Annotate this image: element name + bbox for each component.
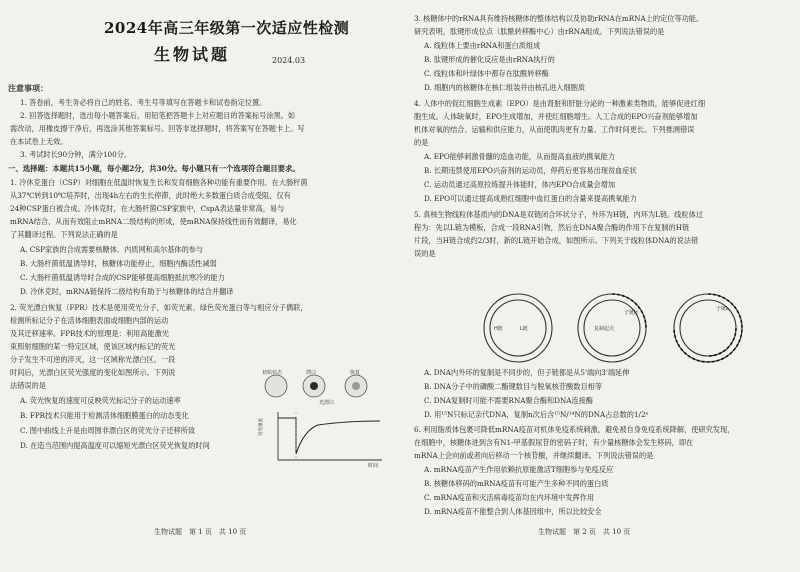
label-photobleach: 光漂白 xyxy=(319,400,335,406)
q4-option-b: B. 长期违禁使用EPO兴奋剂的运动员，停药后更容易出现贫血症状 xyxy=(424,166,637,175)
page-footer-right: 生物试题 第 2 页 共 10 页 xyxy=(538,528,631,536)
label-h-strand: H链 xyxy=(494,326,503,332)
q5-line: 误的是 xyxy=(414,249,436,258)
exam-title: 2024年高三年级第一次适应性检测 xyxy=(104,19,350,37)
q4-line: 胞生成。人体缺氧时，EPO生成增加，并使红细胞增生。人工合成的EPO兴奋剂能够增加 xyxy=(414,112,698,121)
q2-option-b: B. FPR技术只能用于检测活体细胞膜蛋白的动态变化 xyxy=(20,411,189,420)
q4-line: 的是 xyxy=(414,138,429,147)
q1-option-d: D. 冷休克时，mRNA链保持二级结构有助于与核糖体的结合并翻译 xyxy=(20,287,234,296)
label-daughter-l: 子链L xyxy=(716,306,729,312)
label-daughter-h: 子链H xyxy=(624,310,638,316)
q5-option-d: D. 用¹⁵N只标记亲代DNA，复制n次后含¹⁵N/¹⁴N的DNA占总数的1/2ⁿ xyxy=(424,410,649,419)
mtdna-stage-1 xyxy=(484,294,552,362)
q4-line: 机体对氧的结合、运输和供应能力，从而使肌肉更有力量、工作时间更长。下列推测错误 xyxy=(414,125,695,134)
q1-option-a: A. CSP家族的合成需要核糖体、内质网和高尔基体的参与 xyxy=(20,245,204,254)
notice-line: 在本试卷上无效。 xyxy=(10,137,68,146)
exam-date: 2024.03 xyxy=(272,56,306,65)
label-intensity: 荧光强度 xyxy=(259,418,264,436)
q6-line: 6. 利用脂质体包裹可降低mRNA疫苗对机体免疫系统刺激，避免被自身免疫系统降解，使研究发现， xyxy=(414,425,735,434)
q2-line: 2. 荧光漂白恢复（FPR）技术是使用荧光分子，如荧光素、绿色荧光蛋白等与相应分子偶联， xyxy=(10,303,308,312)
q5-option-b: B. DNA分子中的磷酸二酯键数目与脱氧核苷酸数目相等 xyxy=(424,382,603,391)
notice-line: 需改动，用橡皮擦干净后，再选涂其他答案标号。回答非选择题时，将答案写在答题卡上。写 xyxy=(10,124,305,133)
q5-line: 程为：先以L链为模板，合成一段RNA引物，然后在DNA聚合酶的作用下在复制的H链 xyxy=(414,223,690,232)
bleached-spot xyxy=(310,382,318,390)
q3-line: 研究表明，肽键形成位点（肽酰转移酶中心）由rRNA组成。下列说法错误的是 xyxy=(414,27,665,36)
q2-line: 及其迁移速率。FPR技术的原理是：利用高能激光 xyxy=(10,329,169,338)
mtdna-replication-figure xyxy=(478,290,748,368)
q2-option-c: C. 图中曲线上升是由周围非漂白区的荧光分子迁移所致 xyxy=(20,426,196,435)
label-origin: 复制起点 xyxy=(594,326,615,332)
q2-line: 法错误的是 xyxy=(10,381,46,390)
q4-option-c: C. 运动员通过高原拉练提升体能时，体内EPO合成量会增加 xyxy=(424,180,616,189)
q3-option-d: D. 细胞内的核糖体在核仁组装并由核孔进入细胞质 xyxy=(424,83,586,92)
q4-option-a: A. EPO能够刺激骨髓的造血功能，从而提高血液的携氧能力 xyxy=(424,152,616,161)
q3-line: 3. 核糖体中的rRNA具有维持核糖体的整体结构以及协助rRNA在mRNA上的定位等功能。 xyxy=(414,14,704,23)
recovered-spot xyxy=(352,382,360,390)
q3-option-c: C. 线粒体和叶绿体中都存在肽酰转移酶 xyxy=(424,69,549,78)
notice-line: 1. 答卷前，考生务必将自己的姓名、考生号等填写在答题卡和试卷指定位置。 xyxy=(20,98,267,107)
q2-option-a: A. 荧光恢复的速度可反映荧光标记分子的运动速率 xyxy=(20,396,181,405)
q2-option-d: D. 在造当范围内提高温度可以缩短光漂白区荧光恢复的时间 xyxy=(20,441,210,450)
q1-option-b: B. 大肠杆菌低温诱导时，核糖体功能停止，细胞内酶活性减弱 xyxy=(20,259,217,268)
q6-option-d: D. mRNA疫苗不能整合到人体基因组中，所以比较安全 xyxy=(424,507,602,516)
q5-option-c: C. DNA复制时可能不需要RNA聚合酶和DNA连接酶 xyxy=(424,396,594,405)
q3-option-b: B. 肽键形成的催化反应是由rRNA执行的 xyxy=(424,55,555,64)
q4-option-d: D. EPO可以通过提高成熟红细胞中血红蛋白的含量来提高携氧能力 xyxy=(424,194,637,203)
q6-option-a: A. mRNA疫苗产生作用依赖抗原能激活T细胞参与免疫反应 xyxy=(424,465,614,474)
label-bleach: 漂白 xyxy=(306,370,317,376)
mtdna-stage-2 xyxy=(578,294,646,362)
q1-line: 24种CSP蛋白被合成。冷休克时，在大肠杆菌CSP家族中，CspA表达量非常高，易与 xyxy=(10,204,285,213)
page-footer-left: 生物试题 第 1 页 共 10 页 xyxy=(154,528,247,536)
q1-line: 了其翻译过程。下列说法正确的是 xyxy=(10,230,118,239)
q1-option-c: C. 大肠杆菌低温诱导时合成的CSP能够提高细胞抵抗寒冷的能力 xyxy=(20,273,225,282)
q1-line: 从37℃转到10℃培养时，出现4h左右的生长停滞，此时绝大多数蛋白质合成受阻，仅有 xyxy=(10,191,291,200)
mtdna-stage-3 xyxy=(674,294,742,362)
q6-option-c: C. mRNA疫苗和灭活病毒疫苗均在内环境中发挥作用 xyxy=(424,493,595,502)
initial-cell-icon xyxy=(265,375,287,397)
q1-line: 1. 冷休克蛋白（CSP）对细胞在低温时恢复生长和发育细胞各种功能有重要作用。在大肠杆菌 xyxy=(10,178,308,187)
right-column xyxy=(408,0,796,572)
label-initial: 初始状态 xyxy=(262,370,283,376)
q5-option-a: A. DNA内外环的复制是不同步的，但子链都是从5'端向3'端延伸 xyxy=(424,368,630,377)
q1-line: mRNA结合，从而有效阻止mRNA二级结构的形成，使mRNA保持线性而有效翻译，易化 xyxy=(10,217,297,226)
left-column xyxy=(4,0,392,572)
q4-line: 4. 人体中的促红细胞生成素（EPO）是由肾脏和肝脏分泌的一种激素类物质，能够促进红细 xyxy=(414,99,706,108)
q6-line: 在细胞中，核糖体进到含有N1-甲基假尿苷的密码子时，有少量核糖体会发生移码，即在 xyxy=(414,438,694,447)
q2-line: 时间后，光漂白区荧光强度的变化如图所示。下列说 xyxy=(10,368,176,377)
notice-line: 2. 回答选择题时，选出每小题答案后，用铅笔把答题卡上对应题目的答案标号涂黑。如 xyxy=(20,111,296,120)
q5-line: 片段，当H链合成约2/3时，新的L链开始合成，如图所示。下列关于线粒体DNA的说法错 xyxy=(414,236,699,245)
notice-line: 3. 考试时长90分钟，满分100分。 xyxy=(20,150,132,159)
q2-line: 束照射细胞的某一特定区域，使该区域内标记的荧光 xyxy=(10,342,176,351)
q5-line: 5. 真核生物线粒体基质内的DNA是双链闭合环状分子，外环为H链，内环为L链。线粒体过 xyxy=(414,210,703,219)
q2-line: 分子发生不可逆的淬灭，这一区域称光漂白区。一段 xyxy=(10,355,176,364)
q3-option-a: A. 线粒体上要由rRNA和蛋白质组成 xyxy=(424,41,541,50)
q6-option-b: B. 核糖体移码的mRNA疫苗有可能产生多种不同的蛋白质 xyxy=(424,479,609,488)
label-recovery: 恢复 xyxy=(350,370,361,376)
fluorescence-curve xyxy=(278,418,380,454)
notice-heading: 注意事项： xyxy=(8,83,48,93)
section-heading: 一、选择题：本题共15小题，每小题2分，共30分。每小题只有一个选项符合题目要求。 xyxy=(8,164,300,173)
fpr-figure xyxy=(256,368,388,468)
label-l-strand: L链 xyxy=(520,326,528,332)
exam-subtitle: 生物试题 xyxy=(154,45,231,64)
q2-line: 检测所标记分子在活体细胞表面或细胞内部的运动 xyxy=(10,316,169,325)
q6-line: mRNA上会向前或者向后移动一个核苷酸，并继续翻译。下列说法错误的是 xyxy=(414,451,654,460)
label-time: 时间 xyxy=(368,463,379,468)
